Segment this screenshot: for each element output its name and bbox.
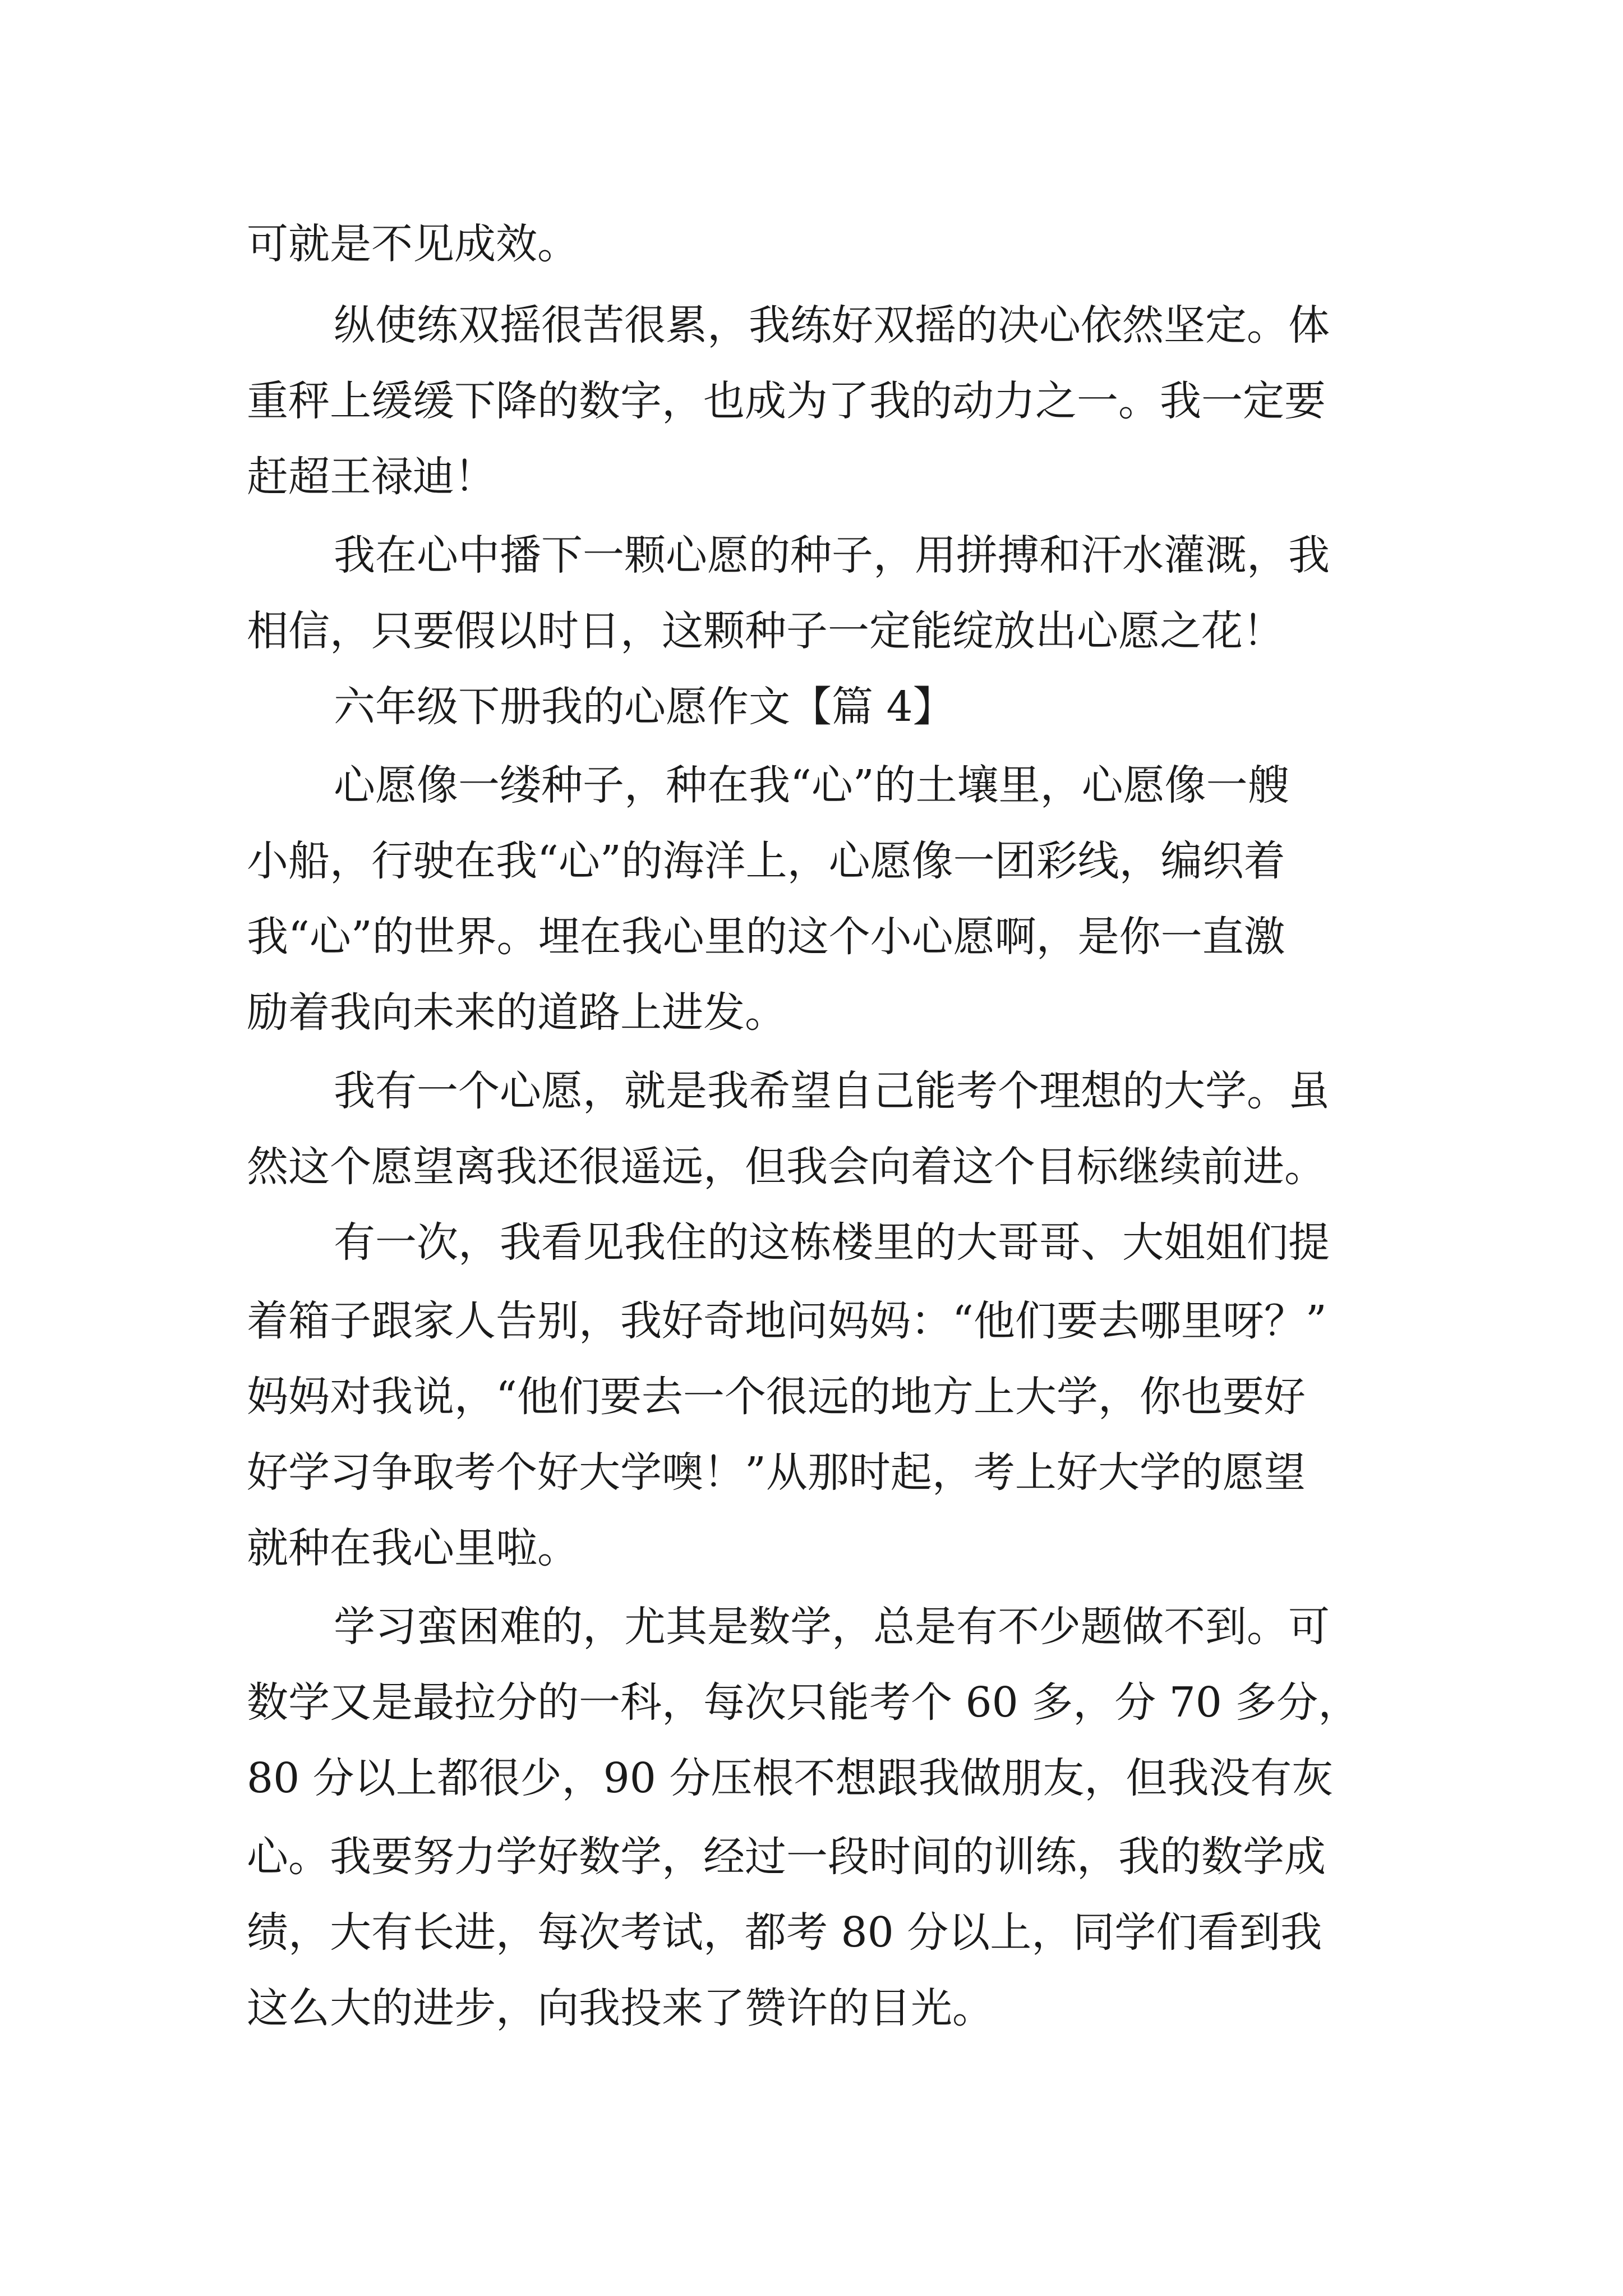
text-line: 妈妈对我说，“他们要去一个很远的地方上大学，你也要好 <box>247 1373 1306 1421</box>
text-line: 我在心中播下一颗心愿的种子，用拼搏和汗水灌溉，我 <box>334 531 1330 579</box>
text-line: 学习蛮困难的，尤其是数学，总是有不少题做不到。可 <box>334 1603 1330 1651</box>
text-line: 相信，只要假以时日，这颗种子一定能绽放出心愿之花！ <box>247 607 1284 655</box>
text-line: 我有一个心愿，就是我希望自己能考个理想的大学。虽 <box>334 1067 1330 1115</box>
text-line: 励着我向未来的道路上进发。 <box>247 988 786 1037</box>
text-line: 我“心”的世界。埋在我心里的这个小心愿啊，是你一直激 <box>247 913 1285 961</box>
text-line: 小船，行驶在我“心”的海洋上，心愿像一团彩线，编织着 <box>247 837 1285 885</box>
text-line: 心。我要努力学好数学，经过一段时间的训练，我的数学成 <box>247 1833 1326 1881</box>
text-line: 纵使练双摇很苦很累，我练好双摇的决心依然坚定。体 <box>334 301 1330 349</box>
text-line: 有一次，我看见我住的这栋楼里的大哥哥、大姐姐们提 <box>334 1218 1330 1267</box>
text-line: 就种在我心里啦。 <box>247 1524 579 1572</box>
text-line: 赶超王禄迪！ <box>247 453 496 501</box>
text-line: 然这个愿望离我还很遥远，但我会向着这个目标继续前进。 <box>247 1143 1326 1191</box>
text-line: 可就是不见成效。 <box>247 220 579 268</box>
text-line: 着箱子跟家人告别，我好奇地问妈妈：“他们要去哪里呀？” <box>247 1297 1327 1345</box>
text-line: 心愿像一缕种子，种在我“心”的土壤里，心愿像一艘 <box>334 761 1289 809</box>
text-line: 重秤上缓缓下降的数字，也成为了我的动力之一。我一定要 <box>247 377 1326 425</box>
text-line: 数学又是最拉分的一科，每次只能考个 60 多，分 70 多分， <box>247 1678 1360 1727</box>
text-line: 好学习争取考个好大学噢！”从那时起，考上好大学的愿望 <box>247 1448 1306 1497</box>
text-line: 这么大的进步，向我投来了赞许的目光。 <box>247 1984 994 2032</box>
text-line: 绩，大有长进，每次考试，都考 80 分以上，同学们看到我 <box>247 1908 1322 1957</box>
section-heading: 六年级下册我的心愿作文【篇 4】 <box>334 683 955 731</box>
text-line: 80 分以上都很少，90 分压根不想跟我做朋友，但我没有灰 <box>247 1754 1334 1802</box>
